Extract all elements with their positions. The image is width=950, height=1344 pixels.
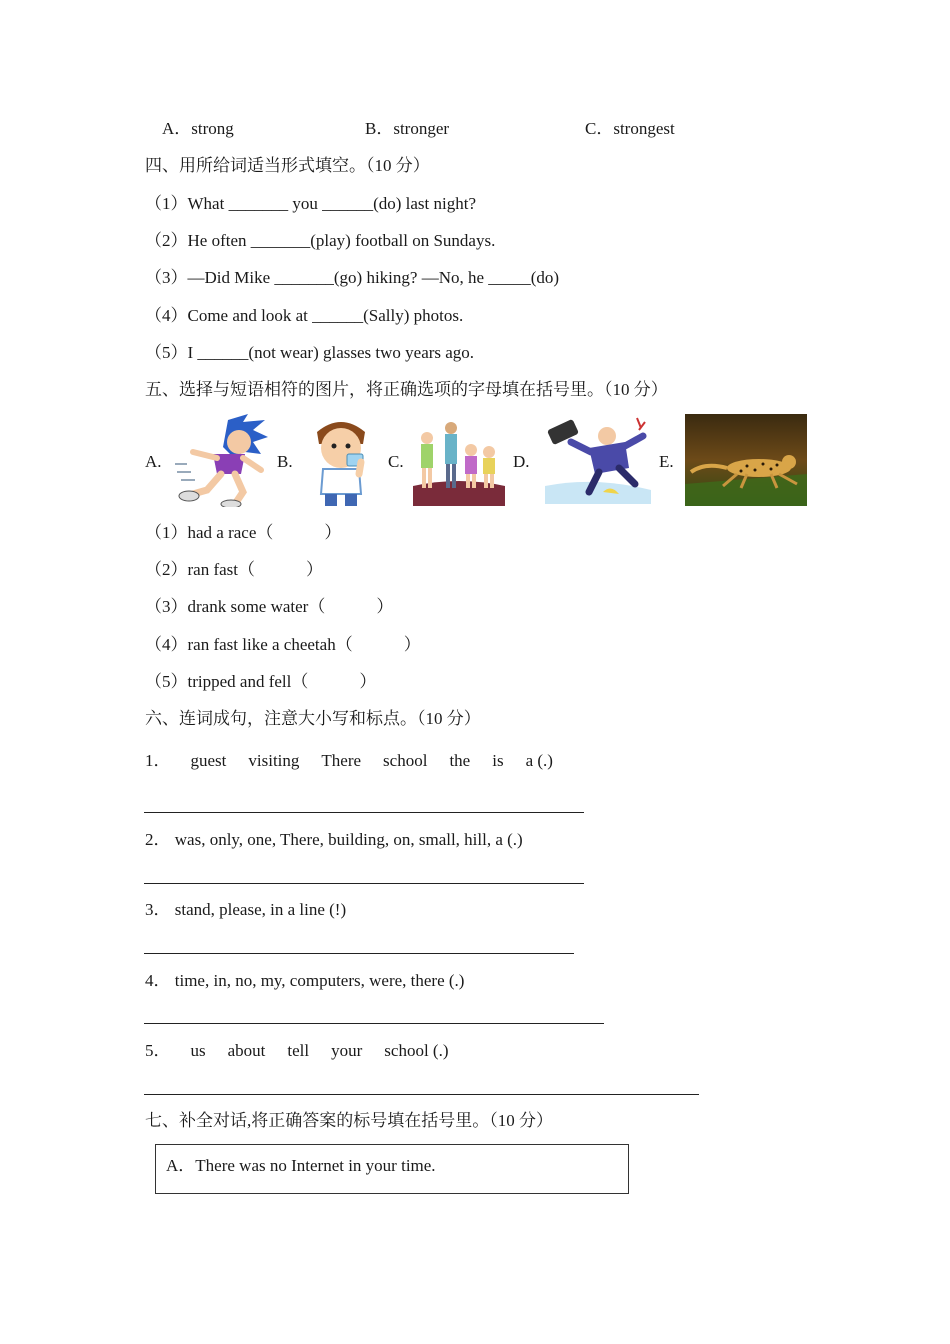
section6-title: 六、连词成句，注意大小写和标点。（10 分） xyxy=(145,709,481,728)
question-number: 5． xyxy=(145,1041,171,1060)
word: the xyxy=(449,751,471,770)
picture-row xyxy=(145,412,815,512)
answer-line[interactable] xyxy=(144,1094,699,1095)
section4-item: （3）—Did Mike _______(go) hiking? —No, he _____(do) xyxy=(145,268,560,287)
word: us xyxy=(190,1041,206,1060)
section4-item: （2）He often _______(play) football on Sundays. xyxy=(145,231,496,250)
section4-title: 四、用所给词适当形式填空。（10 分） xyxy=(145,156,430,175)
word: There xyxy=(321,751,362,770)
word: your xyxy=(331,1041,363,1060)
picture-label-c: C. xyxy=(388,452,404,471)
answer-line[interactable] xyxy=(144,812,584,813)
picture-label-e: E. xyxy=(659,452,674,471)
section6-q5 xyxy=(145,1042,471,1059)
section5-item: （1）had a race（ ） xyxy=(145,523,342,542)
picture-label-d: D. xyxy=(513,452,530,471)
section5-title: 五、选择与短语相符的图片，将正确选项的字母填在括号里。（10 分） xyxy=(145,380,668,399)
word: is xyxy=(492,751,504,770)
section5-item: （4）ran fast like a cheetah（ ） xyxy=(145,635,421,654)
boy-drinking-water-picture xyxy=(303,414,383,508)
section6-q1 xyxy=(145,752,575,769)
section5-item: （3）drank some water（ ） xyxy=(145,597,394,616)
word: tell xyxy=(287,1041,310,1060)
option-a-text: A．There was no Internet in your time. xyxy=(166,1156,436,1175)
picture-label-a: A. xyxy=(145,452,162,471)
option-c: C．strongest xyxy=(585,119,675,138)
section5-item: （2）ran fast（ ） xyxy=(145,560,324,579)
section4-item: （4）Come and look at ______(Sally) photos. xyxy=(145,306,464,325)
cheetah-picture xyxy=(685,414,807,506)
section7-title: 七、补全对话,将正确答案的标号填在括号里。（10 分） xyxy=(145,1111,553,1130)
running-boy-picture xyxy=(173,412,273,507)
word: visiting xyxy=(248,751,300,770)
word: about xyxy=(227,1041,266,1060)
word: a (.) xyxy=(525,751,553,770)
section5-item: （5）tripped and fell（ ） xyxy=(145,672,377,691)
word: school xyxy=(383,751,428,770)
man-tripping-picture xyxy=(545,412,651,504)
section6-q2: 2． was, only, one, There, building, on, small, hill, a (.) xyxy=(145,830,523,849)
option-a: A．strong xyxy=(162,119,234,138)
people-group-picture xyxy=(413,416,505,506)
section4-item: （5）I ______(not wear) glasses two years ago. xyxy=(145,343,475,362)
picture-label-b: B. xyxy=(277,452,293,471)
section6-q3: 3． stand, please, in a line (!) xyxy=(145,900,347,919)
answer-line[interactable] xyxy=(144,1023,604,1024)
word: school (.) xyxy=(384,1041,449,1060)
answer-line[interactable] xyxy=(144,883,584,884)
section6-q4: 4． time, in, no, my, computers, were, there (.) xyxy=(145,971,465,990)
question-number: 1． xyxy=(145,751,171,770)
section4-item: （1）What _______ you ______(do) last night? xyxy=(145,194,476,213)
word: guest xyxy=(190,751,227,770)
option-b: B．stronger xyxy=(365,119,450,138)
answer-line[interactable] xyxy=(144,953,574,954)
option-box xyxy=(155,1144,629,1194)
